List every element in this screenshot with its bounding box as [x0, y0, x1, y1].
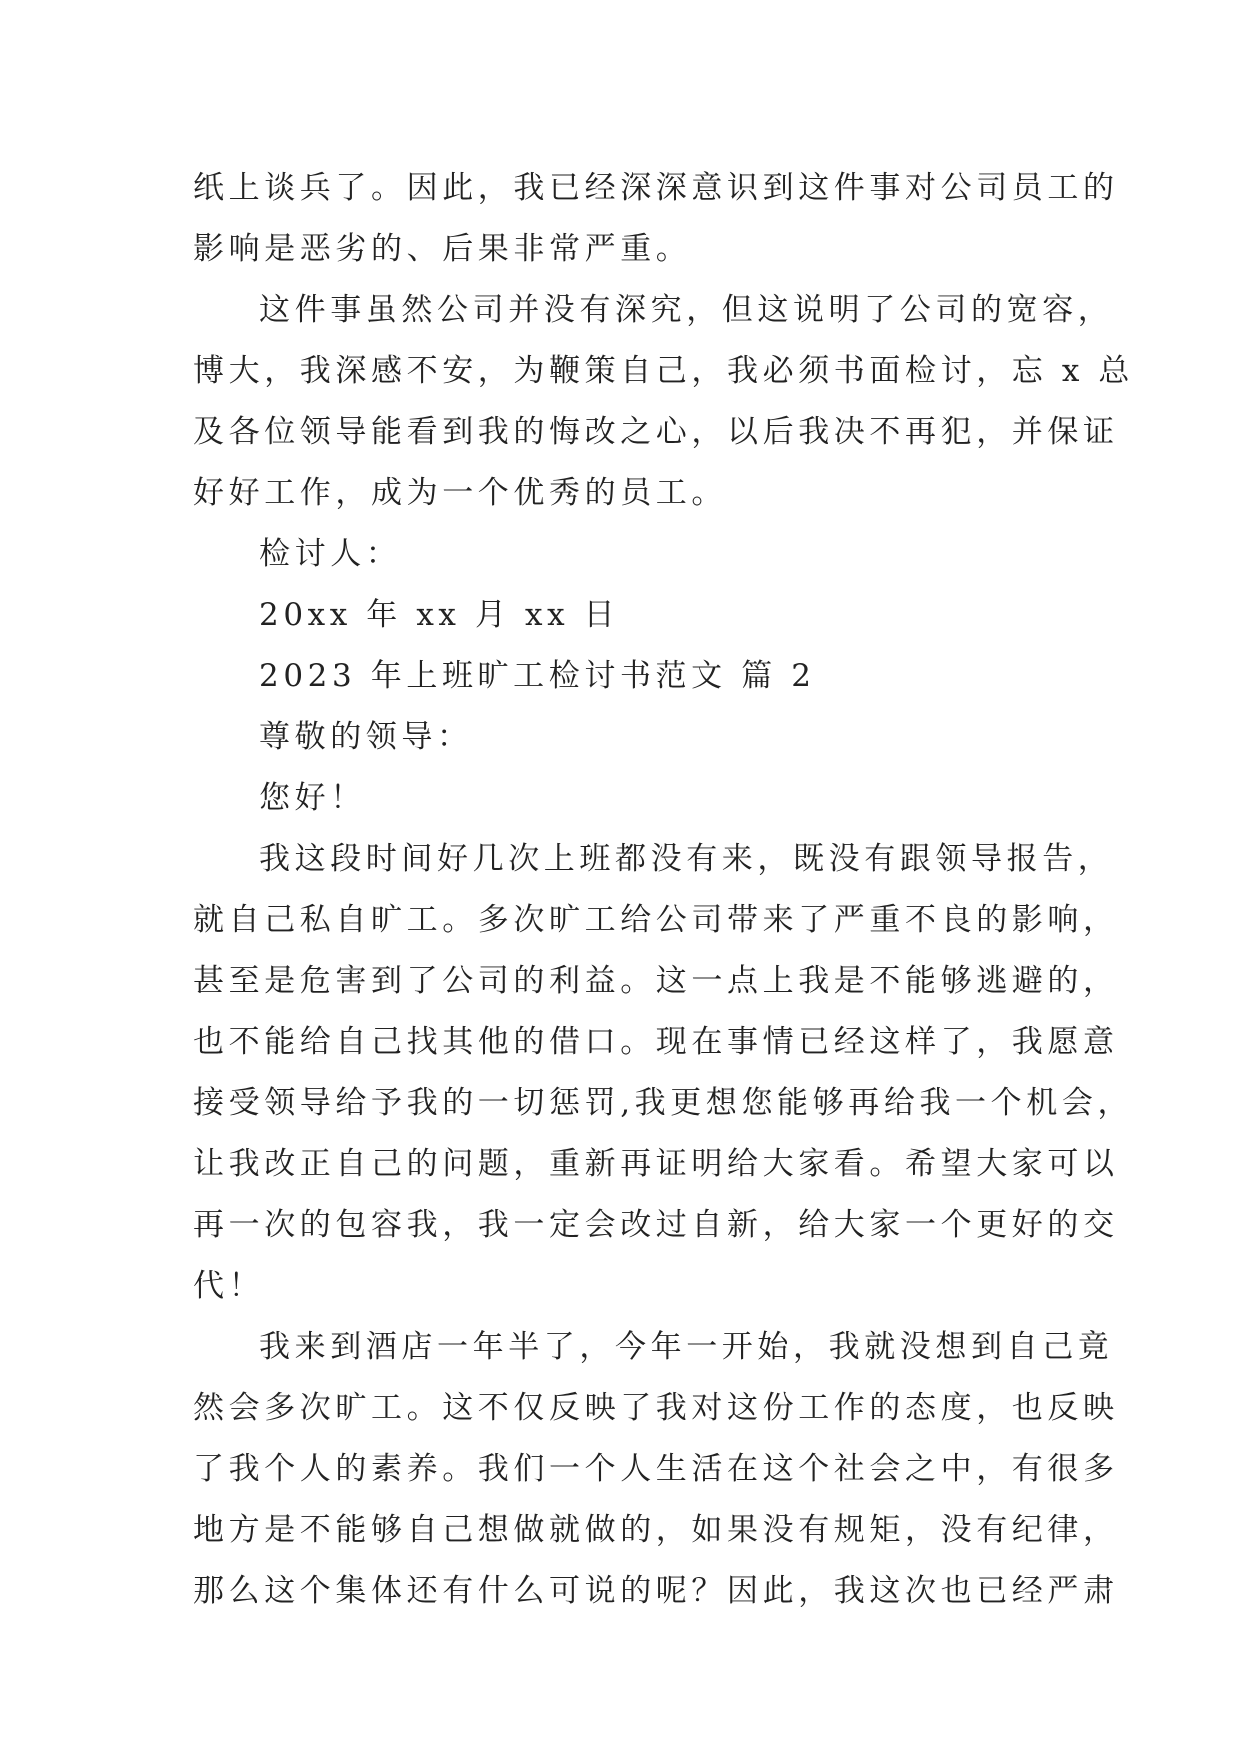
date-line: 20xx 年 xx 月 xx 日	[259, 597, 620, 633]
text-line: 接受领导给予我的一切惩罚,我更想您能够再给我一个机会，	[193, 1085, 1134, 1121]
text-line: 了我个人的素养。我们一个人生活在这个社会之中，有很多	[193, 1451, 1119, 1487]
text-line: 让我改正自己的问题，重新再证明给大家看。希望大家可以	[193, 1146, 1119, 1182]
text-line: 博大，我深感不安，为鞭策自己，我必须书面检讨，忘 x 总	[193, 353, 1134, 389]
paragraph-start: 这件事虽然公司并没有深究，但这说明了公司的宽容，	[259, 292, 1114, 328]
text-line: 纸上谈兵了。因此，我已经深深意识到这件事对公司员工的	[193, 170, 1119, 206]
text-line: 然会多次旷工。这不仅反映了我对这份工作的态度，也反映	[193, 1390, 1119, 1426]
section-title: 2023 年上班旷工检讨书范文 篇 2	[259, 658, 816, 694]
paragraph-start: 我这段时间好几次上班都没有来，既没有跟领导报告，	[259, 841, 1114, 877]
text-line: 就自己私自旷工。多次旷工给公司带来了严重不良的影响，	[193, 902, 1119, 938]
text-line: 地方是不能够自己想做就做的，如果没有规矩，没有纪律，	[193, 1512, 1119, 1548]
paragraph-start: 我来到酒店一年半了，今年一开始，我就没想到自己竟	[259, 1329, 1114, 1365]
text-line: 也不能给自己找其他的借口。现在事情已经这样了，我愿意	[193, 1024, 1119, 1060]
text-line: 影响是恶劣的、后果非常严重。	[193, 231, 692, 267]
salutation: 尊敬的领导：	[259, 719, 473, 755]
greeting: 您好！	[259, 780, 366, 816]
signature-label: 检讨人：	[259, 536, 402, 572]
text-line: 及各位领导能看到我的悔改之心，以后我决不再犯，并保证	[193, 414, 1119, 450]
text-line: 那么这个集体还有什么可说的呢？因此，我这次也已经严肃	[193, 1573, 1119, 1609]
text-line: 再一次的包容我，我一定会改过自新，给大家一个更好的交	[193, 1207, 1119, 1243]
document-body	[193, 158, 1134, 1622]
text-line: 代！	[193, 1268, 265, 1304]
text-line: 好好工作，成为一个优秀的员工。	[193, 475, 727, 511]
text-line: 甚至是危害到了公司的利益。这一点上我是不能够逃避的，	[193, 963, 1119, 999]
